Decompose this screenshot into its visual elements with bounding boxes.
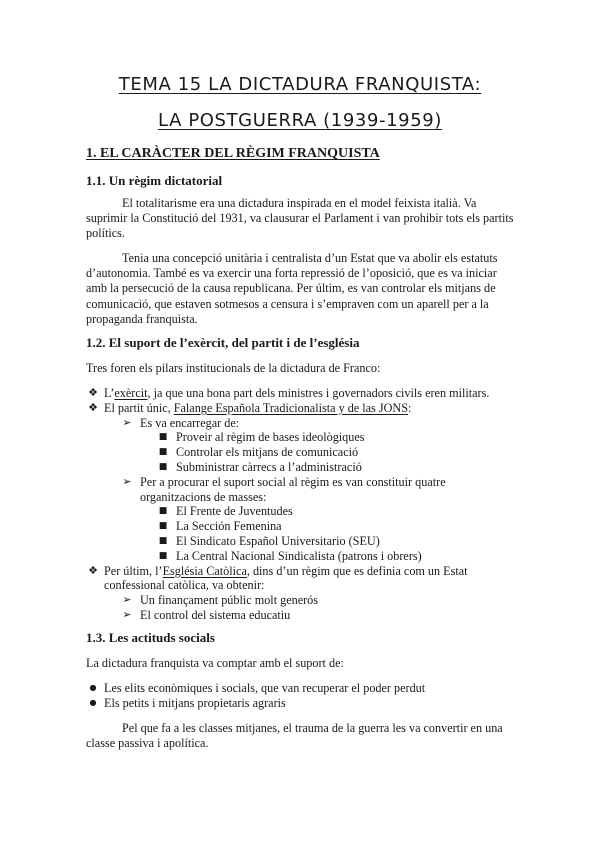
list-item-suport-social — [86, 475, 526, 505]
document-title-line-2: LA POSTGUERRA (1939-1959) — [158, 110, 442, 131]
list-item-propietaris — [86, 696, 526, 711]
list-item-org-1 — [86, 504, 526, 519]
square-bullet-icon: ■ — [158, 432, 168, 443]
dot-bullet-icon: ● — [89, 683, 97, 692]
arrow-bullet-icon: ➢ — [122, 474, 132, 488]
paragraph-totalitarisme: El totalitarisme era una dictadura inspirada en el model feixista italià. Va suprimir la Constitució del 1931, va clausurar el Parlament i van prohibir tots els partits polítics. — [86, 196, 514, 241]
list-item-esglesia-2 — [86, 608, 526, 623]
partit-term: Falange Española Tradicionalista y de las JONS — [173, 400, 408, 415]
esglesia-text: , dins d’un règim que es definia com un Estat — [246, 563, 468, 578]
list-item-encarregar-2 — [86, 445, 526, 460]
partit-suffix: : — [407, 400, 412, 415]
document-title-line-1: TEMA 15 LA DICTADURA FRANQUISTA: — [118, 74, 482, 95]
paragraph-pilars-intro: Tres foren els pilars institucionals de la dictadura de Franco: — [86, 361, 381, 375]
org-item-text: La Sección Femenina — [176, 519, 282, 534]
esglesia-item-text: El control del sistema educatiu — [140, 607, 291, 622]
dot-bullet-icon: ● — [89, 697, 97, 707]
subsection-1-2-heading: 1.2. El suport de l’exèrcit, del partit i de l’església — [86, 335, 360, 350]
suport-item-text: Els petits i mitjans propietaris agraris — [104, 695, 286, 710]
square-bullet-icon: ■ — [158, 521, 168, 532]
diamond-bullet-icon: ❖ — [88, 386, 98, 399]
suport-text-line-2: organitzacions de masses: — [140, 489, 267, 504]
org-item-text: La Central Nacional Sindicalista (patrons i obrers) — [176, 548, 422, 563]
square-bullet-icon: ■ — [158, 461, 168, 472]
encarregar-text: Es va encarregar de: — [140, 415, 240, 430]
list-item-esglesia — [86, 564, 526, 594]
esglesia-term: Església Catòlica — [162, 563, 247, 578]
encarregar-item-text: Subministrar càrrecs a l’administració — [176, 459, 362, 474]
org-item-text: El Sindicato Español Universitario (SEU) — [176, 533, 380, 548]
square-bullet-icon: ■ — [158, 506, 168, 517]
esglesia-item-text: Un finançament públic molt generós — [140, 593, 319, 608]
list-item-encarregar — [86, 416, 526, 431]
diamond-bullet-icon: ❖ — [88, 400, 98, 414]
section-1-heading: 1. EL CARÀCTER DEL RÈGIM FRANQUISTA — [86, 146, 380, 161]
exercit-term: exèrcit — [114, 386, 148, 400]
arrow-bullet-icon: ➢ — [122, 415, 132, 429]
org-item-text: El Frente de Juventudes — [176, 504, 293, 519]
paragraph-classes-mitjanes: Pel que fa a les classes mitjanes, el trauma de la guerra les va convertir en una classe passiva i apolítica. — [86, 721, 503, 751]
diamond-bullet-icon: ❖ — [88, 563, 98, 577]
list-item-elits — [86, 681, 526, 696]
esglesia-text-line-2: confessional catòlica, va obtenir: — [104, 578, 265, 593]
square-bullet-icon: ■ — [158, 447, 168, 458]
paragraph-suport-intro: La dictadura franquista va comptar amb el suport de: — [86, 656, 344, 670]
esglesia-prefix: Per últim, l’ — [104, 563, 163, 578]
paragraph-concepcio: Tenia una concepció unitària i centralista d’un Estat que va abolir els estatuts d’autonomia. També es va exercir una forta repressió de l’oposició, que es va iniciar amb la persecució de la causa republicana. Per últim, es van controlar els mitjans de comunicació, que estaven sotmesos a censura i s’empraven com un aparell per a la propaganda franquista. — [86, 251, 498, 326]
arrow-bullet-icon: ➢ — [122, 593, 132, 607]
square-bullet-icon: ■ — [158, 550, 168, 561]
square-bullet-icon: ■ — [158, 535, 168, 546]
subsection-1-3-heading: 1.3. Les actituds socials — [86, 630, 215, 645]
list-item-org-3 — [86, 534, 526, 549]
list-item-encarregar-3 — [86, 460, 526, 475]
exercit-text: , ja que una bona part dels ministres i governadors civils eren militars. — [147, 386, 490, 400]
list-item-encarregar-1 — [86, 430, 526, 445]
list-item-org-2 — [86, 519, 526, 534]
list-item-partit — [86, 401, 526, 416]
list-item-org-4 — [86, 549, 526, 564]
arrow-bullet-icon: ➢ — [122, 607, 132, 621]
list-item-exercit — [86, 386, 526, 401]
suport-text-line-1: Per a procurar el suport social al règim es van constituir quatre — [140, 474, 446, 489]
list-item-esglesia-1 — [86, 593, 526, 608]
pilars-list — [86, 386, 526, 623]
subsection-1-1-heading: 1.1. Un règim dictatorial — [86, 173, 223, 188]
partit-prefix: El partit únic, — [104, 400, 174, 415]
exercit-prefix: L’ — [104, 386, 115, 400]
encarregar-item-text: Controlar els mitjans de comunicació — [176, 445, 359, 460]
encarregar-item-text: Proveir al règim de bases ideològiques — [176, 430, 365, 445]
suport-list — [86, 681, 526, 711]
suport-item-text: Les elits econòmiques i socials, que van recuperar el poder perdut — [104, 681, 426, 695]
